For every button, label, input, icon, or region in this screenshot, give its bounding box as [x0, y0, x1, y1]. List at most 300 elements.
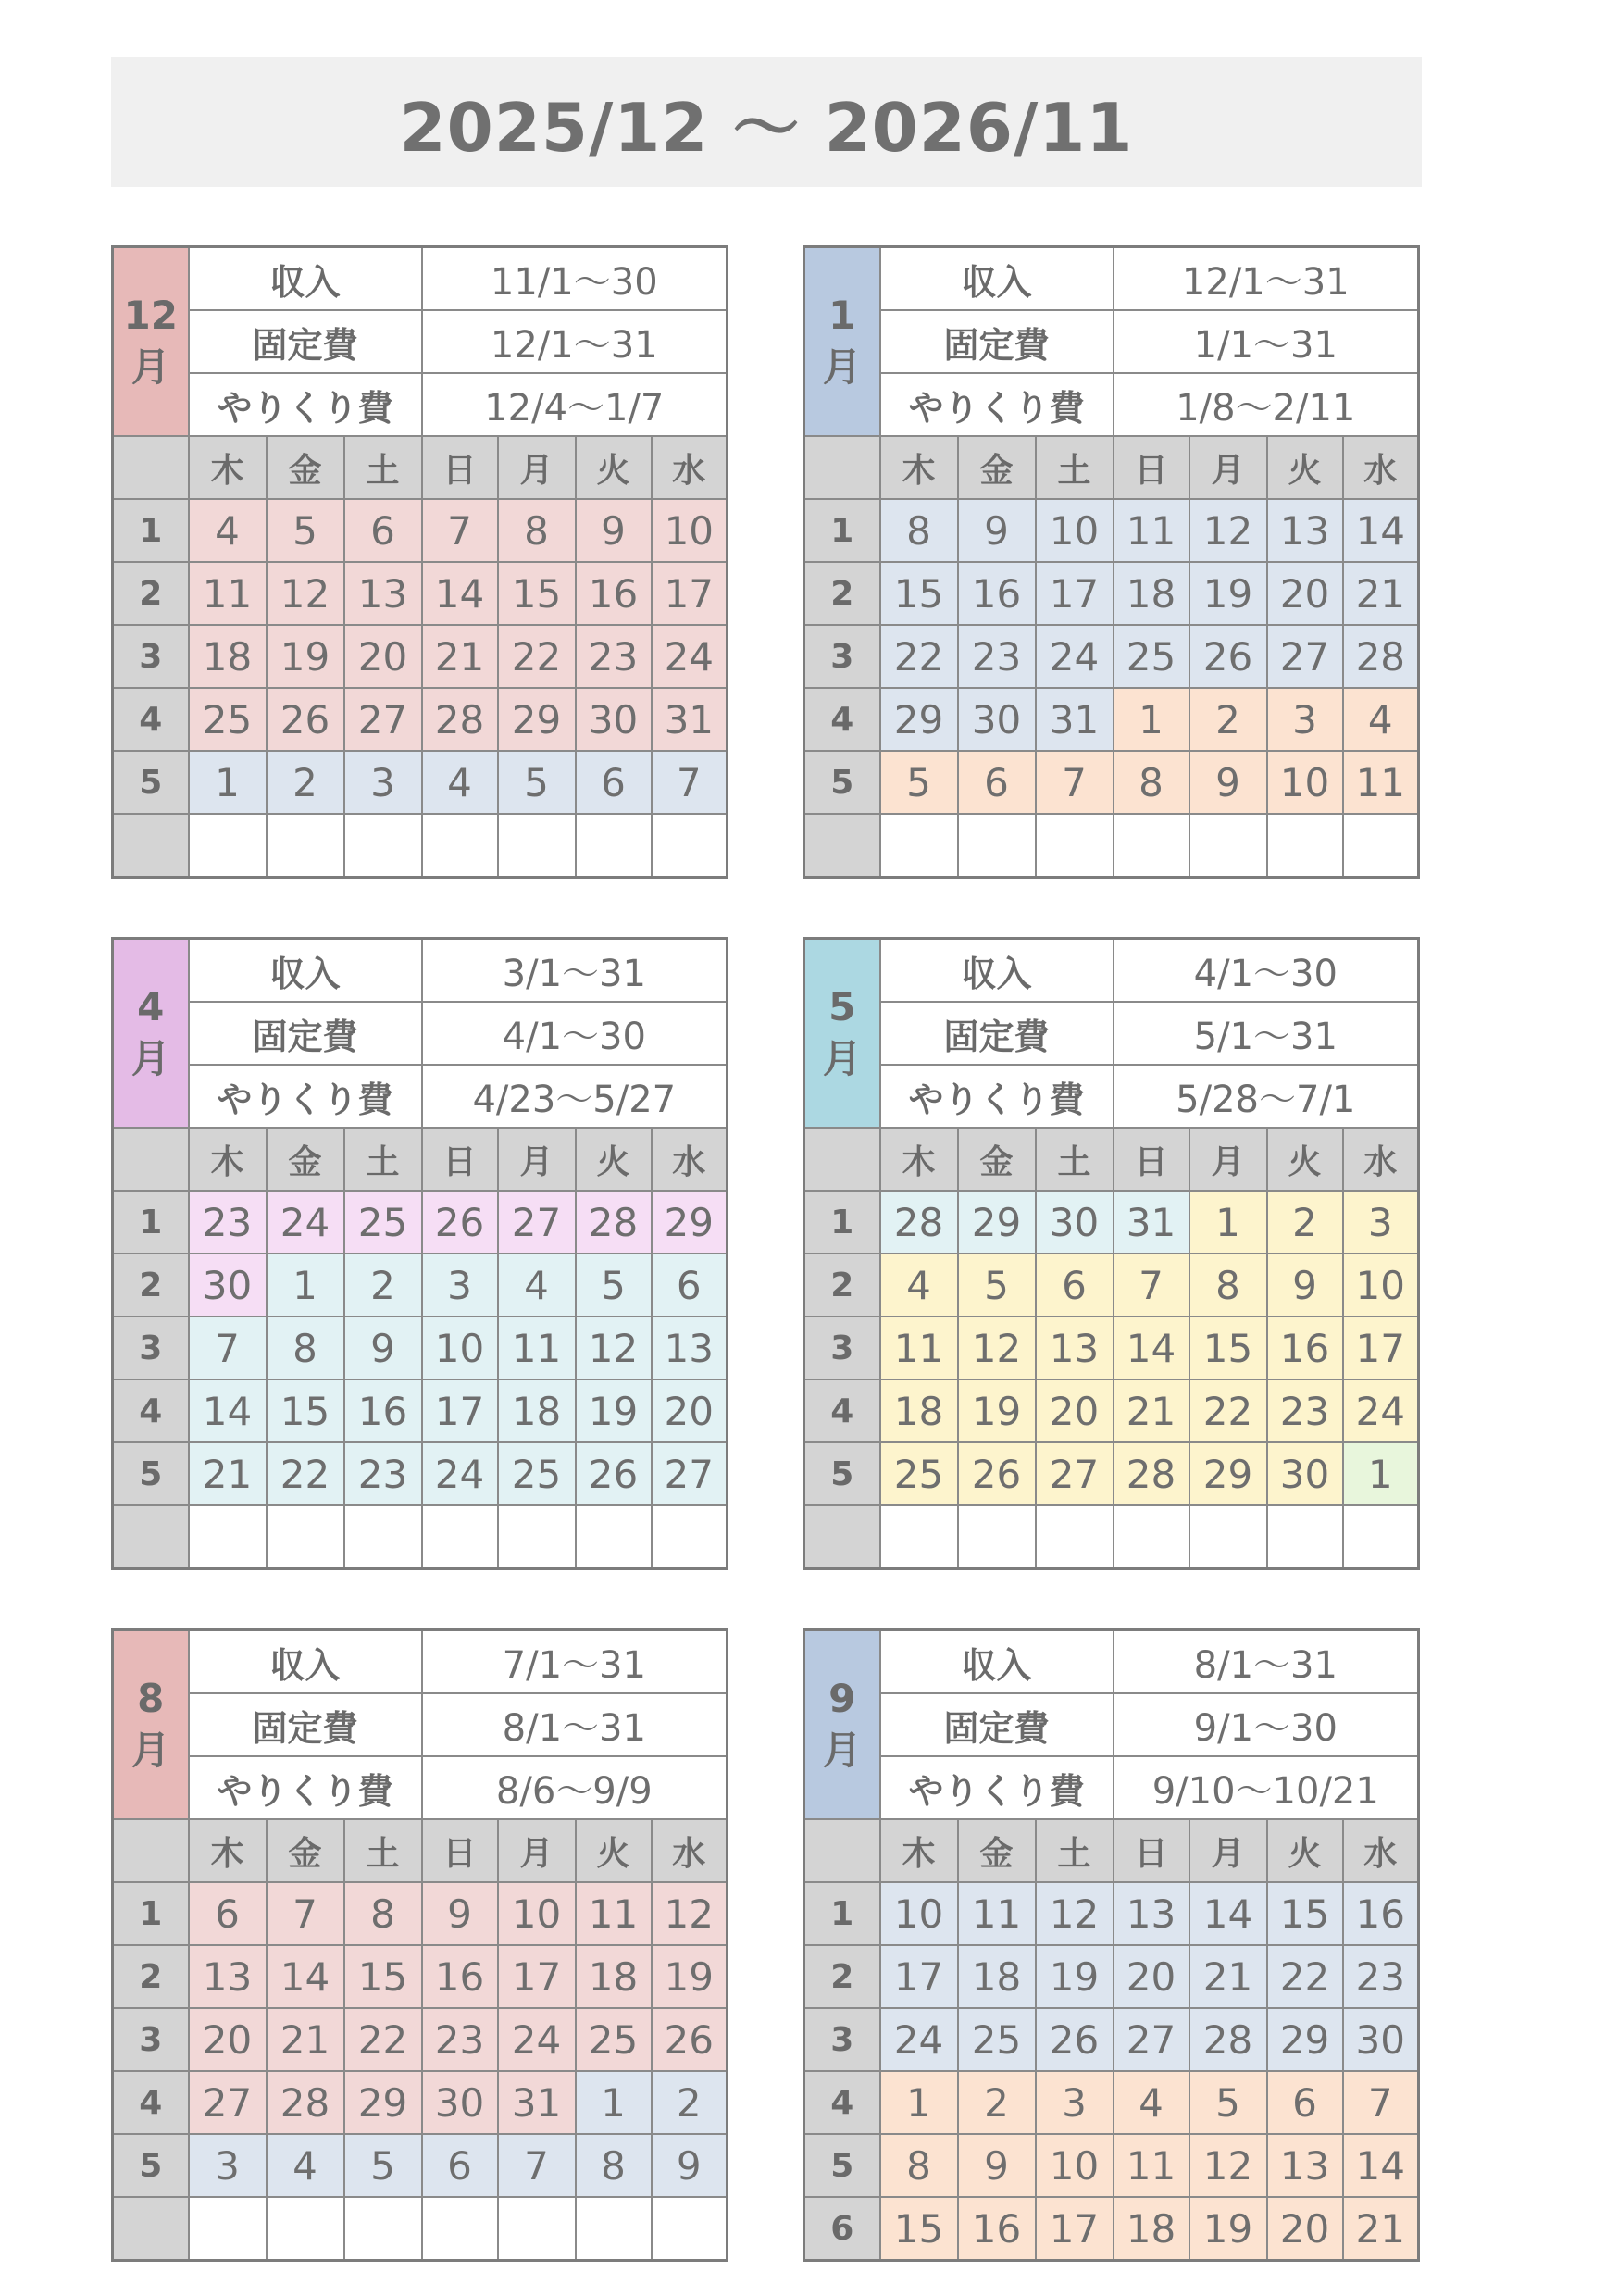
day-cell: 25 — [880, 1442, 958, 1505]
day-cell: 13 — [189, 1945, 267, 2008]
day-cell: 9 — [652, 2134, 728, 2197]
week-row — [113, 1505, 728, 1569]
day-cell: 3 — [189, 2134, 267, 2197]
weekday-header: 月 — [1189, 436, 1267, 499]
day-cell: 10 — [498, 1882, 576, 1945]
day-cell: 18 — [189, 625, 267, 688]
day-cell: 14 — [267, 1945, 344, 2008]
living-cost-label: やりくり費 — [880, 1065, 1114, 1128]
living-cost-row — [804, 1756, 1419, 1819]
month-unit: 月 — [131, 1036, 170, 1081]
month-unit: 月 — [822, 1728, 862, 1773]
day-cell: 7 — [1343, 2071, 1419, 2134]
day-cell: 14 — [1343, 499, 1419, 562]
week-row — [804, 1254, 1419, 1316]
day-cell: 11 — [1114, 2134, 1189, 2197]
day-cell: 7 — [422, 499, 498, 562]
income-row — [113, 247, 728, 311]
living-cost-period: 9/10〜10/21 — [1114, 1756, 1419, 1819]
day-cell: 5 — [958, 1254, 1036, 1316]
month-number: 4 — [137, 984, 165, 1029]
weekday-header: 日 — [422, 1128, 498, 1191]
day-cell: 20 — [344, 625, 422, 688]
day-cell: 11 — [189, 562, 267, 625]
fixed-cost-label: 固定費 — [189, 1002, 422, 1065]
weekday-header: 火 — [576, 1128, 652, 1191]
weekday-header: 木 — [189, 1128, 267, 1191]
day-cell: 19 — [576, 1379, 652, 1442]
day-cell: 15 — [880, 562, 958, 625]
month-unit: 月 — [822, 1036, 862, 1081]
day-cell: 7 — [1114, 1254, 1189, 1316]
income-row — [804, 1630, 1419, 1694]
day-cell: 16 — [422, 1945, 498, 2008]
header-corner — [804, 1128, 880, 1191]
month-number: 5 — [828, 984, 856, 1029]
day-cell: 14 — [1189, 1882, 1267, 1945]
weekday-header-row — [113, 1128, 728, 1191]
day-cell: 8 — [576, 2134, 652, 2197]
income-period: 4/1〜30 — [1114, 939, 1419, 1003]
month-label — [113, 1630, 189, 1820]
living-cost-period: 1/8〜2/11 — [1114, 373, 1419, 436]
day-cell: 26 — [576, 1442, 652, 1505]
day-cell: 19 — [958, 1379, 1036, 1442]
week-row — [804, 2197, 1419, 2261]
day-cell: 13 — [1036, 1316, 1114, 1379]
day-cell: 6 — [1267, 2071, 1343, 2134]
day-cell: 24 — [267, 1191, 344, 1254]
day-cell: 20 — [1267, 562, 1343, 625]
week-row — [113, 562, 728, 625]
income-label: 収入 — [880, 939, 1114, 1003]
day-cell: 27 — [189, 2071, 267, 2134]
day-cell: 24 — [652, 625, 728, 688]
day-cell: 28 — [880, 1191, 958, 1254]
income-label: 収入 — [189, 939, 422, 1003]
header-corner — [113, 1819, 189, 1882]
day-cell: 13 — [1114, 1882, 1189, 1945]
weekday-header: 水 — [652, 1128, 728, 1191]
day-cell: 5 — [880, 751, 958, 814]
day-cell: 10 — [422, 1316, 498, 1379]
day-cell: 13 — [1267, 2134, 1343, 2197]
day-cell: 9 — [1267, 1254, 1343, 1316]
week-row — [804, 1442, 1419, 1505]
day-cell: 31 — [498, 2071, 576, 2134]
weekday-header: 水 — [652, 1819, 728, 1882]
weekday-header: 土 — [344, 436, 422, 499]
day-cell: 27 — [344, 688, 422, 751]
day-cell: 19 — [1189, 562, 1267, 625]
month-label — [804, 247, 880, 437]
living-cost-label: やりくり費 — [189, 1065, 422, 1128]
fixed-cost-period: 12/1〜31 — [422, 310, 728, 373]
day-cell: 4 — [1114, 2071, 1189, 2134]
week-row — [113, 2071, 728, 2134]
day-cell: 2 — [344, 1254, 422, 1316]
day-cell — [267, 1505, 344, 1569]
month-calendar-1 — [803, 245, 1420, 879]
day-cell: 17 — [880, 1945, 958, 2008]
income-row — [113, 939, 728, 1003]
week-row — [113, 1191, 728, 1254]
day-cell: 25 — [498, 1442, 576, 1505]
weekday-header: 日 — [422, 436, 498, 499]
day-cell: 15 — [880, 2197, 958, 2261]
day-cell: 4 — [267, 2134, 344, 2197]
header-corner — [804, 436, 880, 499]
day-cell — [498, 814, 576, 878]
week-number: 5 — [113, 2134, 189, 2197]
day-cell — [652, 814, 728, 878]
weekday-header-row — [113, 1819, 728, 1882]
week-row — [113, 1316, 728, 1379]
day-cell: 18 — [1114, 562, 1189, 625]
day-cell: 11 — [880, 1316, 958, 1379]
day-cell: 29 — [958, 1191, 1036, 1254]
day-cell — [1267, 1505, 1343, 1569]
day-cell: 5 — [267, 499, 344, 562]
day-cell: 27 — [1036, 1442, 1114, 1505]
day-cell: 17 — [1343, 1316, 1419, 1379]
day-cell: 15 — [1189, 1316, 1267, 1379]
day-cell — [880, 1505, 958, 1569]
week-number — [113, 814, 189, 878]
day-cell: 28 — [267, 2071, 344, 2134]
header-corner — [804, 1819, 880, 1882]
fixed-cost-period: 8/1〜31 — [422, 1693, 728, 1756]
day-cell: 13 — [1267, 499, 1343, 562]
day-cell: 30 — [576, 688, 652, 751]
day-cell: 24 — [1036, 625, 1114, 688]
day-cell — [422, 2197, 498, 2261]
week-row — [804, 625, 1419, 688]
living-cost-label: やりくり費 — [880, 373, 1114, 436]
week-number — [804, 814, 880, 878]
weekday-header: 木 — [189, 436, 267, 499]
weekday-header: 日 — [1114, 1128, 1189, 1191]
day-cell: 24 — [880, 2008, 958, 2071]
day-cell: 8 — [344, 1882, 422, 1945]
weekday-header-row — [804, 1819, 1419, 1882]
week-number: 2 — [804, 1254, 880, 1316]
day-cell: 22 — [267, 1442, 344, 1505]
day-cell: 25 — [576, 2008, 652, 2071]
income-period: 12/1〜31 — [1114, 247, 1419, 311]
day-cell: 3 — [1036, 2071, 1114, 2134]
fixed-cost-period: 1/1〜31 — [1114, 310, 1419, 373]
day-cell: 21 — [189, 1442, 267, 1505]
living-cost-label: やりくり費 — [189, 373, 422, 436]
day-cell: 9 — [958, 2134, 1036, 2197]
income-period: 8/1〜31 — [1114, 1630, 1419, 1694]
fixed-cost-period: 4/1〜30 — [422, 1002, 728, 1065]
day-cell: 21 — [1343, 2197, 1419, 2261]
day-cell: 20 — [1036, 1379, 1114, 1442]
day-cell: 18 — [958, 1945, 1036, 2008]
weekday-header: 月 — [498, 436, 576, 499]
day-cell: 25 — [344, 1191, 422, 1254]
day-cell: 26 — [267, 688, 344, 751]
week-number: 5 — [804, 751, 880, 814]
week-row — [804, 2008, 1419, 2071]
day-cell — [344, 814, 422, 878]
day-cell: 11 — [1343, 751, 1419, 814]
living-cost-row — [113, 373, 728, 436]
weekday-header: 月 — [498, 1819, 576, 1882]
week-number: 1 — [804, 499, 880, 562]
day-cell — [1114, 814, 1189, 878]
day-cell: 19 — [652, 1945, 728, 2008]
day-cell: 13 — [344, 562, 422, 625]
week-number: 5 — [804, 1442, 880, 1505]
day-cell: 8 — [1189, 1254, 1267, 1316]
day-cell: 15 — [267, 1379, 344, 1442]
week-number: 2 — [113, 1254, 189, 1316]
day-cell: 27 — [652, 1442, 728, 1505]
day-cell: 26 — [1189, 625, 1267, 688]
day-cell — [1267, 814, 1343, 878]
day-cell: 22 — [1189, 1379, 1267, 1442]
weekday-header: 土 — [344, 1819, 422, 1882]
fixed-cost-row — [113, 1693, 728, 1756]
day-cell: 7 — [1036, 751, 1114, 814]
day-cell: 16 — [1343, 1882, 1419, 1945]
day-cell: 14 — [422, 562, 498, 625]
day-cell: 23 — [576, 625, 652, 688]
weekday-header: 火 — [576, 1819, 652, 1882]
income-label: 収入 — [880, 247, 1114, 311]
weekday-header: 土 — [1036, 1128, 1114, 1191]
day-cell: 28 — [1189, 2008, 1267, 2071]
week-row — [804, 2134, 1419, 2197]
day-cell: 17 — [498, 1945, 576, 2008]
day-cell: 1 — [1189, 1191, 1267, 1254]
day-cell: 5 — [498, 751, 576, 814]
day-cell: 20 — [652, 1379, 728, 1442]
day-cell: 18 — [576, 1945, 652, 2008]
day-cell: 16 — [958, 562, 1036, 625]
weekday-header: 火 — [1267, 436, 1343, 499]
weekday-header: 月 — [498, 1128, 576, 1191]
day-cell: 2 — [652, 2071, 728, 2134]
weekday-header: 金 — [267, 1128, 344, 1191]
day-cell: 4 — [1343, 688, 1419, 751]
day-cell: 11 — [1114, 499, 1189, 562]
day-cell: 2 — [267, 751, 344, 814]
week-row — [804, 814, 1419, 878]
week-row — [804, 688, 1419, 751]
week-row — [113, 499, 728, 562]
day-cell: 16 — [1267, 1316, 1343, 1379]
living-cost-period: 12/4〜1/7 — [422, 373, 728, 436]
day-cell: 7 — [267, 1882, 344, 1945]
day-cell: 10 — [652, 499, 728, 562]
day-cell: 6 — [344, 499, 422, 562]
day-cell: 10 — [1036, 2134, 1114, 2197]
day-cell: 6 — [958, 751, 1036, 814]
fixed-cost-label: 固定費 — [880, 1693, 1114, 1756]
week-number: 3 — [804, 625, 880, 688]
week-row — [113, 688, 728, 751]
income-row — [804, 247, 1419, 311]
income-period: 7/1〜31 — [422, 1630, 728, 1694]
day-cell — [576, 814, 652, 878]
day-cell: 8 — [1114, 751, 1189, 814]
day-cell: 17 — [1036, 562, 1114, 625]
day-cell — [422, 814, 498, 878]
day-cell: 6 — [1036, 1254, 1114, 1316]
day-cell: 28 — [422, 688, 498, 751]
day-cell: 1 — [1114, 688, 1189, 751]
day-cell: 31 — [1036, 688, 1114, 751]
fixed-cost-label: 固定費 — [189, 1693, 422, 1756]
day-cell: 20 — [189, 2008, 267, 2071]
living-cost-row — [804, 373, 1419, 436]
day-cell: 12 — [1189, 499, 1267, 562]
day-cell — [267, 2197, 344, 2261]
day-cell: 30 — [422, 2071, 498, 2134]
day-cell: 6 — [652, 1254, 728, 1316]
fixed-cost-row — [113, 310, 728, 373]
day-cell: 3 — [344, 751, 422, 814]
day-cell — [1343, 814, 1419, 878]
income-label: 収入 — [880, 1630, 1114, 1694]
day-cell: 30 — [1343, 2008, 1419, 2071]
day-cell: 4 — [422, 751, 498, 814]
day-cell: 5 — [344, 2134, 422, 2197]
day-cell: 2 — [1189, 688, 1267, 751]
weekday-header: 月 — [1189, 1128, 1267, 1191]
day-cell — [344, 1505, 422, 1569]
day-cell: 22 — [1267, 1945, 1343, 2008]
week-row — [113, 1379, 728, 1442]
week-number: 1 — [113, 1882, 189, 1945]
day-cell: 11 — [576, 1882, 652, 1945]
day-cell — [1343, 1505, 1419, 1569]
day-cell: 21 — [1343, 562, 1419, 625]
week-row — [804, 751, 1419, 814]
day-cell: 29 — [880, 688, 958, 751]
day-cell: 17 — [652, 562, 728, 625]
day-cell: 12 — [1036, 1882, 1114, 1945]
week-row — [804, 1316, 1419, 1379]
week-row — [804, 1505, 1419, 1569]
month-calendar-12 — [111, 245, 728, 879]
week-row — [113, 2134, 728, 2197]
week-number: 4 — [804, 1379, 880, 1442]
week-number: 5 — [113, 1442, 189, 1505]
day-cell: 20 — [1267, 2197, 1343, 2261]
weekday-header: 木 — [880, 1128, 958, 1191]
header-corner — [113, 1128, 189, 1191]
day-cell: 17 — [1036, 2197, 1114, 2261]
week-number: 3 — [113, 625, 189, 688]
day-cell: 5 — [576, 1254, 652, 1316]
day-cell: 11 — [498, 1316, 576, 1379]
day-cell: 15 — [344, 1945, 422, 2008]
month-label — [804, 1630, 880, 1820]
week-number: 1 — [804, 1191, 880, 1254]
day-cell: 28 — [1343, 625, 1419, 688]
weekday-header: 火 — [576, 436, 652, 499]
day-cell: 27 — [1267, 625, 1343, 688]
day-cell: 1 — [267, 1254, 344, 1316]
day-cell: 6 — [422, 2134, 498, 2197]
day-cell: 30 — [1267, 1442, 1343, 1505]
day-cell: 12 — [1189, 2134, 1267, 2197]
day-cell: 4 — [498, 1254, 576, 1316]
day-cell: 18 — [880, 1379, 958, 1442]
day-cell: 15 — [1267, 1882, 1343, 1945]
day-cell — [652, 2197, 728, 2261]
month-calendar-8 — [111, 1628, 728, 2262]
day-cell: 31 — [1114, 1191, 1189, 1254]
weekday-header: 金 — [958, 436, 1036, 499]
day-cell: 9 — [344, 1316, 422, 1379]
day-cell: 1 — [1343, 1442, 1419, 1505]
weekday-header: 土 — [1036, 1819, 1114, 1882]
weekday-header: 火 — [1267, 1819, 1343, 1882]
day-cell: 26 — [1036, 2008, 1114, 2071]
day-cell: 21 — [1189, 1945, 1267, 2008]
week-number: 4 — [113, 2071, 189, 2134]
week-row — [804, 1379, 1419, 1442]
day-cell: 11 — [958, 1882, 1036, 1945]
weekday-header-row — [804, 436, 1419, 499]
day-cell: 4 — [880, 1254, 958, 1316]
week-number: 4 — [113, 1379, 189, 1442]
day-cell: 19 — [267, 625, 344, 688]
fixed-cost-label: 固定費 — [189, 310, 422, 373]
day-cell: 21 — [267, 2008, 344, 2071]
living-cost-period: 5/28〜7/1 — [1114, 1065, 1419, 1128]
day-cell: 21 — [422, 625, 498, 688]
month-unit: 月 — [131, 1728, 170, 1773]
day-cell: 25 — [1114, 625, 1189, 688]
day-cell: 29 — [498, 688, 576, 751]
weekday-header: 金 — [958, 1128, 1036, 1191]
living-cost-row — [804, 1065, 1419, 1128]
month-number: 8 — [137, 1676, 165, 1721]
day-cell: 9 — [422, 1882, 498, 1945]
week-number: 2 — [113, 562, 189, 625]
week-row — [804, 1882, 1419, 1945]
month-number: 1 — [828, 293, 856, 338]
page-title: 2025/12 〜 2026/11 — [399, 89, 1134, 167]
day-cell: 26 — [958, 1442, 1036, 1505]
week-row — [113, 1254, 728, 1316]
day-cell: 28 — [1114, 1442, 1189, 1505]
day-cell: 24 — [498, 2008, 576, 2071]
weekday-header: 水 — [1343, 436, 1419, 499]
day-cell: 22 — [880, 625, 958, 688]
day-cell: 6 — [189, 1882, 267, 1945]
day-cell — [958, 1505, 1036, 1569]
living-cost-label: やりくり費 — [189, 1756, 422, 1819]
week-row — [804, 562, 1419, 625]
day-cell: 8 — [498, 499, 576, 562]
week-number: 4 — [804, 688, 880, 751]
day-cell: 10 — [1267, 751, 1343, 814]
day-cell: 5 — [1189, 2071, 1267, 2134]
day-cell — [498, 1505, 576, 1569]
day-cell: 16 — [576, 562, 652, 625]
day-cell: 7 — [652, 751, 728, 814]
month-label — [113, 247, 189, 437]
week-row — [113, 1442, 728, 1505]
